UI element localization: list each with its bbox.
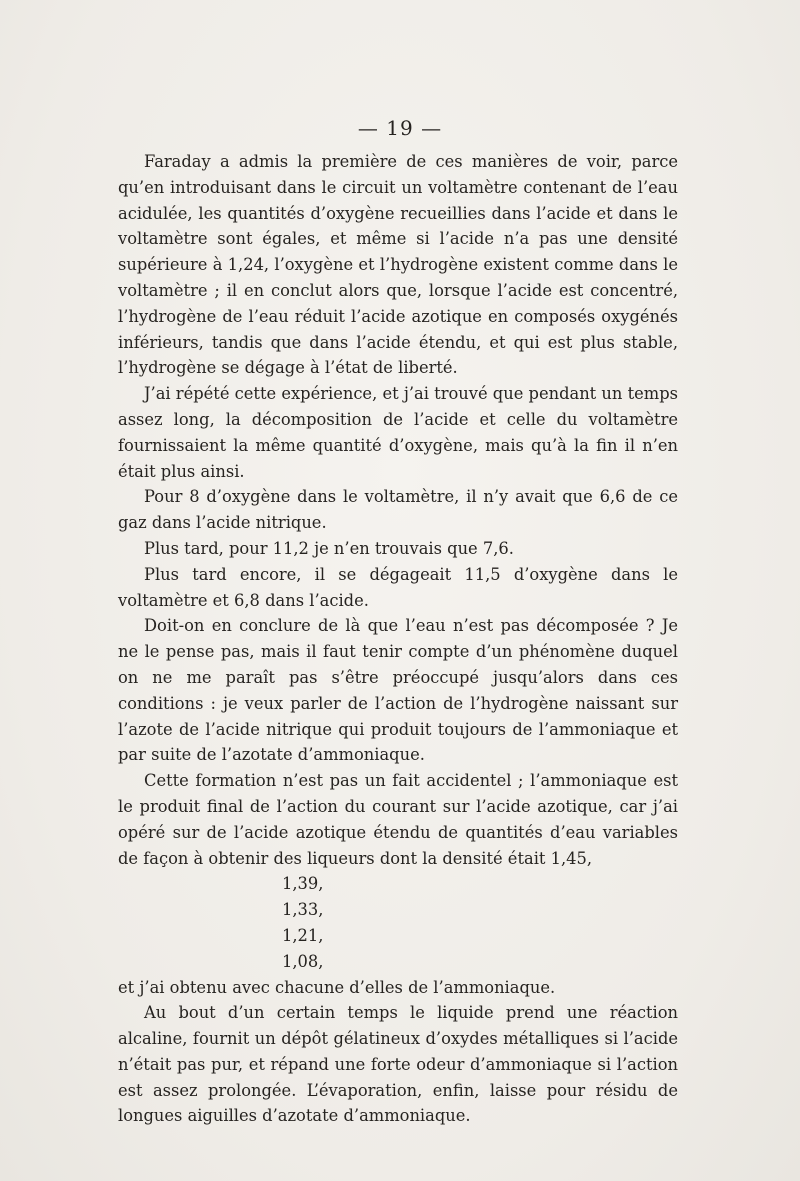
density-item: 1,39, (282, 874, 324, 894)
paragraph-ammonia-obtained: et j’ai obtenu avec chacune d’elles de l’ammoniaque. (118, 977, 556, 997)
density-item: 1,33, (282, 900, 324, 920)
body-text (118, 149, 678, 1129)
page-number: — 19 — (357, 116, 443, 140)
density-item: 1,21, (282, 925, 324, 945)
paragraph-experience: J’ai répété cette expérience, et j’ai trouvé que pendant un temps assez long, la décomposition de l’acide et celle du voltamètre fournissaient la même quantité d’oxygène, mais qu’à la fin il n’en était plus ainsi. (118, 384, 678, 481)
paragraph-oxygen-11-5: Plus tard encore, il se dégageait 11,5 d’oxygène dans le voltamètre et 6,8 dans l’acide. (118, 564, 678, 610)
paragraph-conclusion: Doit-on en conclure de là que l’eau n’est pas décomposée ? Je ne le pense pas, mais il faut tenir compte d’un phénomène duquel on ne me paraît pas s’être préoccupé jusqu’alors dans ces conditions : je veux parler de l’action de l’hydrogène naissant sur l’azote de l’acide nitrique qui produit toujours de l’ammoniaque et par suite de l’azotate d’ammoniaque. (118, 616, 678, 765)
paragraph-faraday: Faraday a admis la première de ces manières de voir, parce qu’en introduisant dans le circuit un voltamètre contenant de l’eau acidulée, les quantités d’oxygène recueillies dans l’acide et dans le voltamètre sont égales, et même si l’acide n’a pas une densité supérieure à 1,24, l’oxygène et l’hydrogène existent comme dans le voltamètre ; il en conclut alors que, lorsque l’acide est concentré, l’hydrogène de l’eau réduit l’acide azotique en composés oxygénés inférieurs, tandis que dans l’acide étendu, et qui est plus stable, l’hydrogène se dégage à l’état de liberté. (118, 152, 678, 378)
density-list (118, 871, 678, 974)
paragraph-formation: Cette formation n’est pas un fait accidentel ; l’ammoniaque est le produit final de l’action du courant sur l’acide azotique, car j’ai opéré sur de l’acide azotique étendu de quantités d’eau variables de façon à obtenir des liqueurs dont la densité était 1,45, (118, 771, 678, 868)
density-item: 1,08, (282, 951, 324, 971)
paragraph-final: Au bout d’un certain temps le liquide prend une réaction alcaline, fournit un dépôt gélatineux d’oxydes métalliques si l’acide n’était pas pur, et répand une forte odeur d’ammoniaque si l’action est assez prolongée. L’évaporation, enfin, laisse pour résidu de longues aiguilles d’azotate d’ammoniaque. (118, 1003, 678, 1126)
paragraph-oxygen-8: Pour 8 d’oxygène dans le voltamètre, il n’y avait que 6,6 de ce gaz dans l’acide nitrique. (118, 487, 678, 533)
paragraph-oxygen-11-2: Plus tard, pour 11,2 je n’en trouvais que 7,6. (144, 538, 514, 558)
